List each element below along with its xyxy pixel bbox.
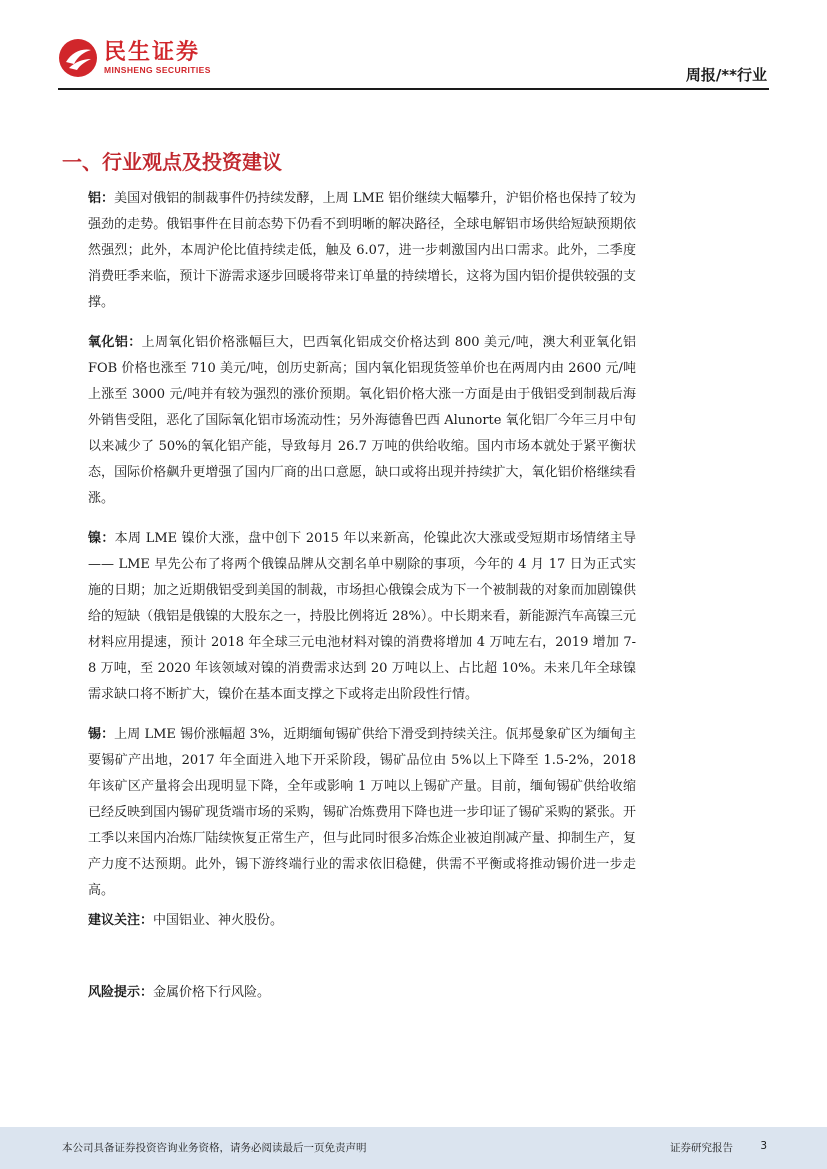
recommendation-text: 中国铝业、神火股份。 [153,913,284,928]
paragraph-text: 美国对俄铝的制裁事件仍持续发酵，上周 LME 铝价继续大幅攀升，沪铝价格也保持了较为强劲的走势。俄铝事件在目前态势下仍看不到明晰的解决路径，全球电解铝市场供给短缺预期依然强烈；此外，本周沪伦比值持续走低，触及 6.07，进一步刺激国内出口需求。此外，二季度消费旺季来临，预计下游需求逐步回暖将带来订单量的持续增长，这将为国内铝价提供较强的支撑。 [88,191,636,310]
risk-lead: 风险提示： [88,985,154,1000]
logo-chinese-name: 民生证券 [104,39,201,65]
paragraph-nickel [88,526,636,708]
paragraph-alumina [88,330,636,512]
recommendation-line [88,908,283,934]
footer-disclaimer: 本公司具备证券投资咨询业务资格，请务必阅读最后一页免责声明 [62,1142,367,1154]
section-title: 一、行业观点及投资建议 [62,150,282,174]
paragraph-text: 上周氧化铝价格涨幅巨大，巴西氧化铝成交价格达到 800 美元/吨，澳大利亚氧化铝 FOB 价格也涨至 710 美元/吨，创历史新高；国内氧化铝现货签单价也在两周内由 2600 元/吨上涨至 3000 元/吨并有较为强烈的涨价预期。氧化铝价格大涨一方面是由于俄铝受到制裁后海外销售受阻，恶化了国际氧化铝市场流动性；另外海德鲁巴西 Alunorte 氧化铝厂今年三月中旬以来减少了 50%的氧化铝产能，导致每月 26.7 万吨的供给收缩。国内市场本就处于紧平衡状态，国际价格飙升更增强了国内厂商的出口意愿，缺口或将出现并持续扩大，氧化铝价格继续看涨。 [88,335,636,506]
paragraph-lead: 铝： [88,191,115,206]
risk-line [88,980,270,1006]
header-divider [58,88,769,90]
paragraph-text: 上周 LME 锡价涨幅超 3%，近期缅甸锡矿供给下滑受到持续关注。佤邦曼象矿区为缅甸主要锡矿产出地，2017 年全面进入地下开采阶段，锡矿品位由 5%以上下降至 1.5-2%，2018 年该矿区产量将会出现明显下降，全年或影响 1 万吨以上锡矿产量。目前，缅甸锡矿供给收缩已经反映到国内锡矿现货端市场的采购，锡矿冶炼费用下降也进一步印证了锡矿采购的紧张。开工季以来国内冶炼厂陆续恢复正常生产，但与此同时很多冶炼企业被迫削减产量、抑制生产，复产力度不达预期。此外，锡下游终端行业的需求依旧稳健，供需不平衡或将推动锡价进一步走高。 [88,727,636,898]
page-header [0,0,827,100]
company-logo [58,38,211,78]
paragraph-tin [88,722,636,904]
paragraph-lead: 镍： [88,531,115,546]
report-type-label: 周报/**行业 [685,66,767,84]
report-body [88,186,636,918]
minsheng-logo-icon [58,38,98,78]
risk-text: 金属价格下行风险。 [153,985,271,1000]
footer-report-label: 证券研究报告 [670,1142,733,1154]
page-footer [0,1127,827,1169]
recommendation-lead: 建议关注： [88,913,154,928]
page-number: 3 [760,1140,767,1152]
paragraph-lead: 锡： [88,727,115,742]
paragraph-text: 本周 LME 镍价大涨，盘中创下 2015 年以来新高，伦镍此次大涨或受短期市场情绪主导—— LME 早先公布了将两个俄镍品牌从交割名单中剔除的事项，今年的 4 月 17 日为正式实施的日期；加之近期俄铝受到美国的制裁，市场担心俄镍会成为下一个被制裁的对象而加剧镍供给的短缺（俄铝是俄镍的大股东之一，持股比例将近 28%）。中长期来看，新能源汽车高镍三元材料应用提速，预计 2018 年全球三元电池材料对镍的消费将增加 4 万吨左右，2019 增加 7-8 万吨，至 2020 年该领域对镍的消费需求达到 20 万吨以上、占比超 10%。未来几年全球镍需求缺口将不断扩大，镍价在基本面支撑之下或将走出阶段性行情。 [88,531,636,702]
logo-english-name: MINSHENG SECURITIES [104,64,211,75]
paragraph-lead: 氧化铝： [88,335,142,350]
paragraph-aluminum [88,186,636,316]
